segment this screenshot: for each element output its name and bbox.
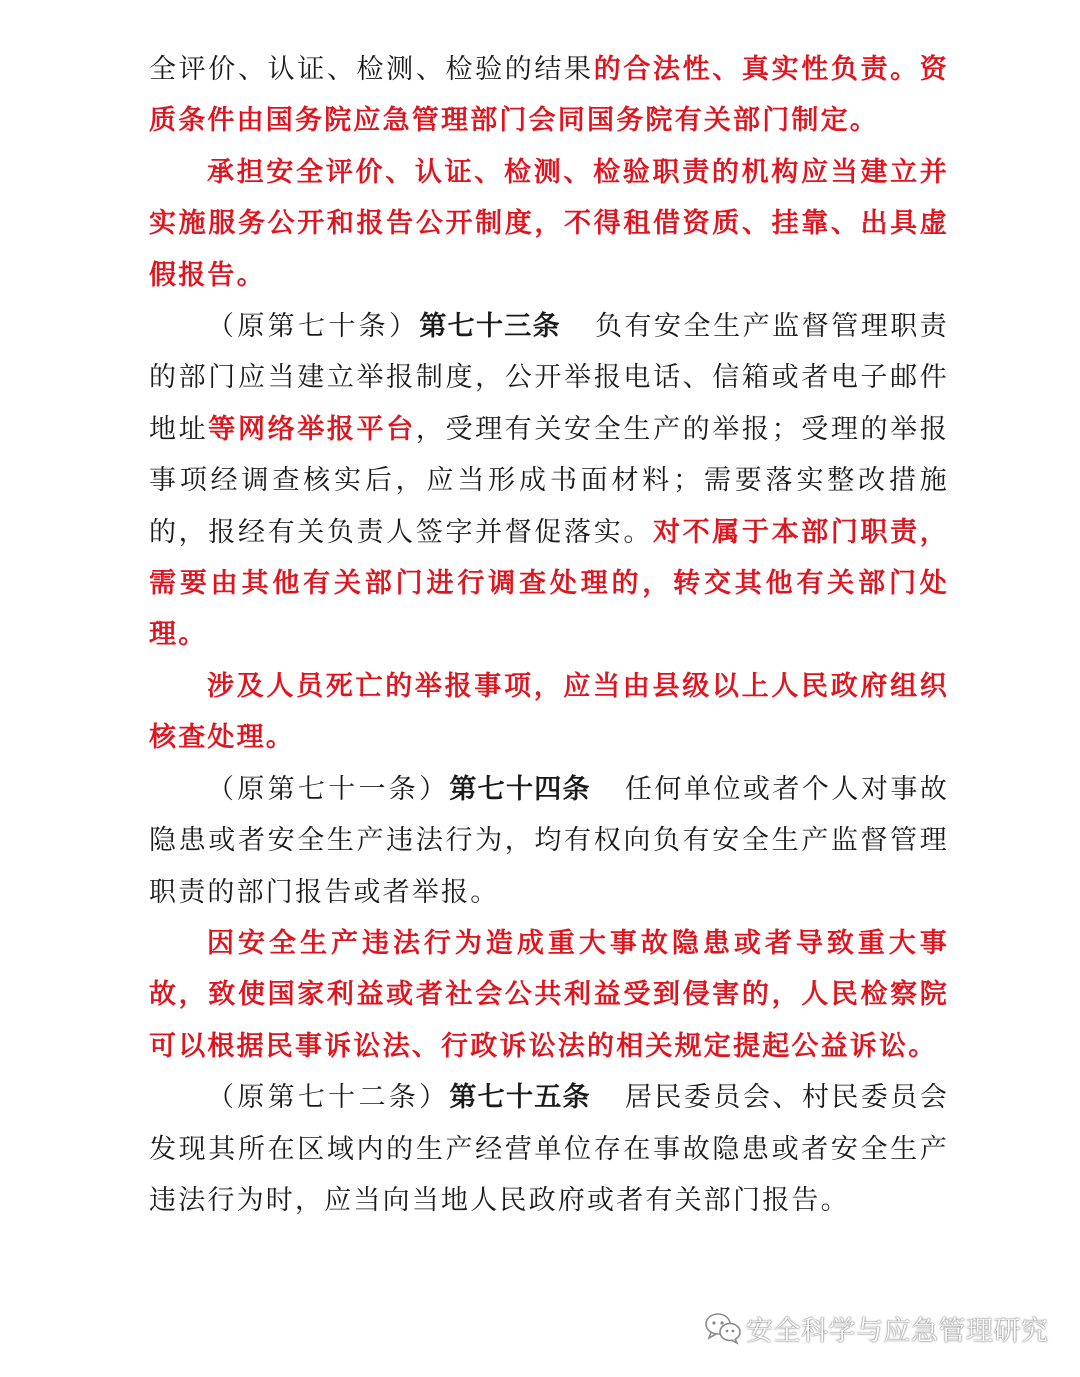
highlighted-text: 的合法性、真实性负责。资质条件由国务院应急管理部门会同国务院有关部门制定。 xyxy=(149,54,950,137)
highlighted-text: 等网络举报平台 xyxy=(208,413,416,445)
document-body xyxy=(149,44,949,1226)
paragraph-article-73 xyxy=(149,301,949,661)
watermark xyxy=(704,1308,1049,1348)
wechat-icon xyxy=(704,1311,742,1345)
highlighted-text: 因安全生产违法行为造成重大事故隐患或者导致重大事故，致使国家利益或者社会公共利益受到侵害的，人民检察院可以根据民事诉讼法、行政诉讼法的相关规定提起公益诉讼。 xyxy=(149,927,949,1062)
original-article-ref: （原第七十一条） xyxy=(207,773,450,805)
paragraph-2 xyxy=(149,147,949,301)
highlighted-text: 对不属于本部门职责，需要由其他有关部门进行调查处理的，转交其他有关部门处理。 xyxy=(149,516,949,651)
article-number: 第七十三条 xyxy=(419,311,561,343)
paragraph-article-75 xyxy=(149,1072,949,1226)
text-segment: ，受理有关安全生产的举报；受理的举报事项经调查核实后，应当形成书面材料；需要落实整改措施的，报经有关负责人签字并督促落实。 xyxy=(149,413,949,548)
paragraph-article-74 xyxy=(149,764,949,918)
text-segment: 任何单位或者个人对事故隐患或者安全生产违法行为，均有权向负有安全生产监督管理职责的部门报告或者举报。 xyxy=(149,773,950,908)
original-article-ref: （原第七十二条） xyxy=(207,1082,450,1114)
watermark-text: 安全科学与应急管理研究 xyxy=(746,1315,1049,1347)
paragraph-6 xyxy=(149,918,949,1072)
text-segment: 全评价、认证、检测、检验的结果 xyxy=(149,54,594,85)
text-segment: 负有安全生产监督管理职责的部门应当建立举报制度，公开举报电话、信箱或者电子邮件地址 xyxy=(149,311,950,445)
highlighted-text: 承担安全评价、认证、检测、检验职责的机构应当建立并实施服务公开和报告公开制度，不得租借资质、挂靠、出具虚假报告。 xyxy=(149,156,949,291)
original-article-ref: （原第七十条） xyxy=(207,311,420,343)
article-number: 第七十五条 xyxy=(449,1082,591,1114)
paragraph-4 xyxy=(149,661,949,764)
text-segment: 居民委员会、村民委员会发现其所在区域内的生产经营单位存在事故隐患或者安全生产违法行为时，应当向当地人民政府或者有关部门报告。 xyxy=(149,1082,950,1216)
article-number: 第七十四条 xyxy=(449,773,591,805)
highlighted-text: 涉及人员死亡的举报事项，应当由县级以上人民政府组织核查处理。 xyxy=(149,670,949,754)
paragraph-1 xyxy=(149,44,949,147)
